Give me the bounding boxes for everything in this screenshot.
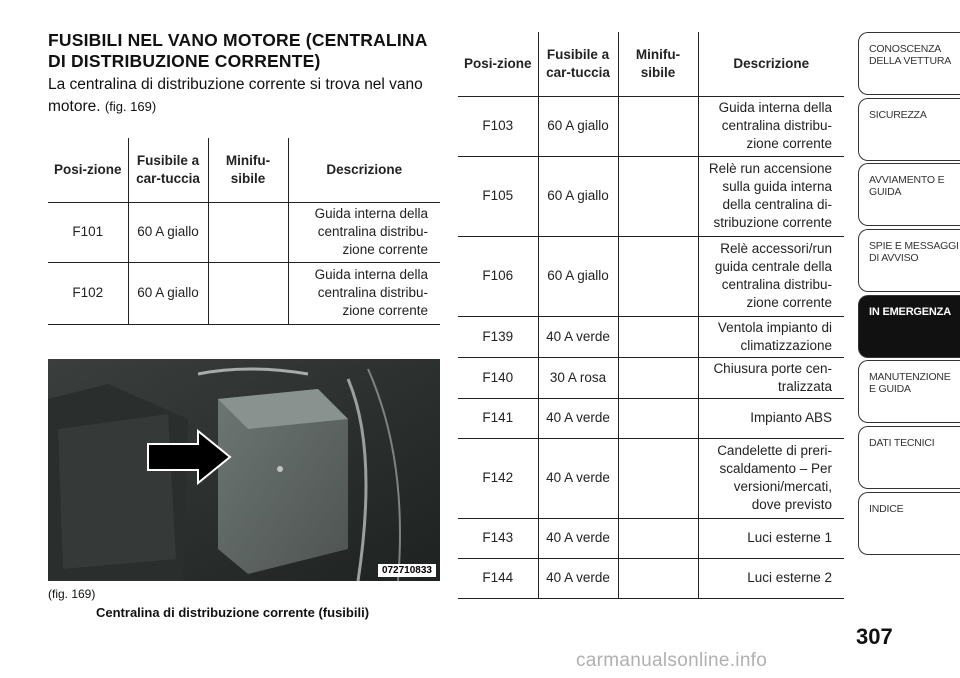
cell-cartridge-fuse: 40 A verde <box>538 558 618 598</box>
cell-mini-fuse <box>618 316 698 357</box>
cell-position: F144 <box>482 570 514 585</box>
table-row <box>458 558 844 598</box>
fuse-table-right-wrapper <box>458 32 844 599</box>
cell-description: Guida interna della centralina distribu-zione corrente <box>288 262 440 324</box>
header-description: Descrizione <box>288 138 440 202</box>
watermark: carmanualsonline.info <box>576 650 768 671</box>
fuse-table-left-wrapper <box>48 138 440 325</box>
cell-description: Guida interna della centralina distribu-zione corrente <box>698 96 844 156</box>
cell-mini-fuse <box>618 236 698 316</box>
caption-figure-ref: (fig. 169) <box>48 587 96 601</box>
table-header-row <box>458 32 844 96</box>
cell-description: Relè accessori/run guida centrale della centralina distribu-zione corrente <box>698 236 844 316</box>
table-header-row <box>48 138 440 202</box>
header-cartridge-fuse: Fusibile a car-tuccia <box>538 32 618 96</box>
cell-position: F139 <box>482 328 514 344</box>
header-position: Posi-zione <box>53 161 122 177</box>
cell-cartridge-fuse: 40 A verde <box>538 398 618 438</box>
photo-code-label: 072710833 <box>378 564 436 577</box>
cell-mini-fuse <box>618 518 698 558</box>
cell-mini-fuse <box>618 357 698 398</box>
table-row <box>458 156 844 236</box>
table-row <box>458 236 844 316</box>
cell-cartridge-fuse: 60 A giallo <box>128 262 208 324</box>
table-row <box>48 202 440 262</box>
cell-description: Candelette di preri-scaldamento – Per versioni/mercati, dove previsto <box>698 438 844 518</box>
cell-description: Luci esterne 1 <box>698 518 844 558</box>
cell-mini-fuse <box>618 96 698 156</box>
chapter-tab-1[interactable]: CONOSCENZA DELLA VETTURA <box>858 32 960 95</box>
fuse-table-right <box>458 32 844 599</box>
table-row <box>458 398 844 438</box>
cell-description: Guida interna della centralina distribu-zione corrente <box>288 202 440 262</box>
intro-figure-ref: (fig. 169) <box>104 99 157 114</box>
chapter-tab-6[interactable]: MANUTENZIONE E GUIDA <box>858 360 960 423</box>
cell-cartridge-fuse: 60 A giallo <box>538 236 618 316</box>
figure-caption: Centralina di distribuzione corrente (fusibili) <box>96 605 370 620</box>
cell-cartridge-fuse: 60 A giallo <box>538 96 618 156</box>
fuse-box-photo <box>48 359 440 581</box>
cell-mini-fuse <box>618 558 698 598</box>
fuse-table-left <box>48 138 440 325</box>
cell-cartridge-fuse: 40 A verde <box>538 438 618 518</box>
chapter-tabs <box>858 32 960 558</box>
chapter-tab-2[interactable]: SICUREZZA <box>858 98 960 161</box>
cell-cartridge-fuse: 60 A giallo <box>538 156 618 236</box>
table-row <box>48 262 440 324</box>
cell-position: F141 <box>482 410 514 425</box>
cell-position: F143 <box>482 530 514 545</box>
cell-description: Impianto ABS <box>698 398 844 438</box>
chapter-tab-5[interactable]: IN EMERGENZA <box>858 295 960 358</box>
chapter-tab-4[interactable]: SPIE E MESSAGGI DI AVVISO <box>858 229 960 292</box>
cell-mini-fuse <box>618 156 698 236</box>
table-row <box>458 518 844 558</box>
section-heading: FUSIBILI NEL VANO MOTORE (CENTRALINA DI DISTRIBUZIONE CORRENTE) <box>48 30 427 71</box>
cell-position: F106 <box>482 268 514 283</box>
engine-bay-image <box>48 359 440 581</box>
chapter-tab-7[interactable]: DATI TECNICI <box>858 426 960 489</box>
cell-position: F142 <box>482 470 514 485</box>
cell-mini-fuse <box>208 262 288 324</box>
cell-position: F102 <box>72 285 104 300</box>
cell-mini-fuse <box>208 202 288 262</box>
cell-cartridge-fuse: 40 A verde <box>538 316 618 357</box>
chapter-tab-3[interactable]: AVVIAMENTO E GUIDA <box>858 163 960 226</box>
table-row <box>458 357 844 398</box>
cell-description: Chiusura porte cen-tralizzata <box>698 357 844 398</box>
cell-position: F140 <box>482 369 514 385</box>
header-description: Descrizione <box>698 32 844 96</box>
cell-position: F101 <box>72 224 104 239</box>
cell-mini-fuse <box>618 398 698 438</box>
cell-description: Luci esterne 2 <box>698 558 844 598</box>
table-row <box>458 96 844 156</box>
table-row <box>458 316 844 357</box>
page-number: 307 <box>856 624 893 649</box>
header-position: Posi-zione <box>463 55 532 71</box>
cell-cartridge-fuse: 30 A rosa <box>538 357 618 398</box>
header-cartridge-fuse: Fusibile a car-tuccia <box>128 138 208 202</box>
table-row <box>458 438 844 518</box>
header-mini-fuse: Minifu-sibile <box>208 138 288 202</box>
intro-sentence: La centralina di distribuzione corrente si trova nel vano motore. <box>48 76 423 115</box>
cell-position: F103 <box>482 118 514 133</box>
cell-cartridge-fuse: 60 A giallo <box>128 202 208 262</box>
header-mini-fuse: Minifu-sibile <box>618 32 698 96</box>
cell-mini-fuse <box>618 438 698 518</box>
cell-description: Ventola impianto di climatizzazione <box>698 316 844 357</box>
intro-text <box>48 74 440 118</box>
chapter-tab-8[interactable]: INDICE <box>858 492 960 555</box>
left-column <box>48 30 440 118</box>
cell-cartridge-fuse: 40 A verde <box>538 518 618 558</box>
cell-description: Relè run accensione sulla guida interna della centralina di-stribuzione corrente <box>698 156 844 236</box>
cell-position: F105 <box>482 188 514 203</box>
